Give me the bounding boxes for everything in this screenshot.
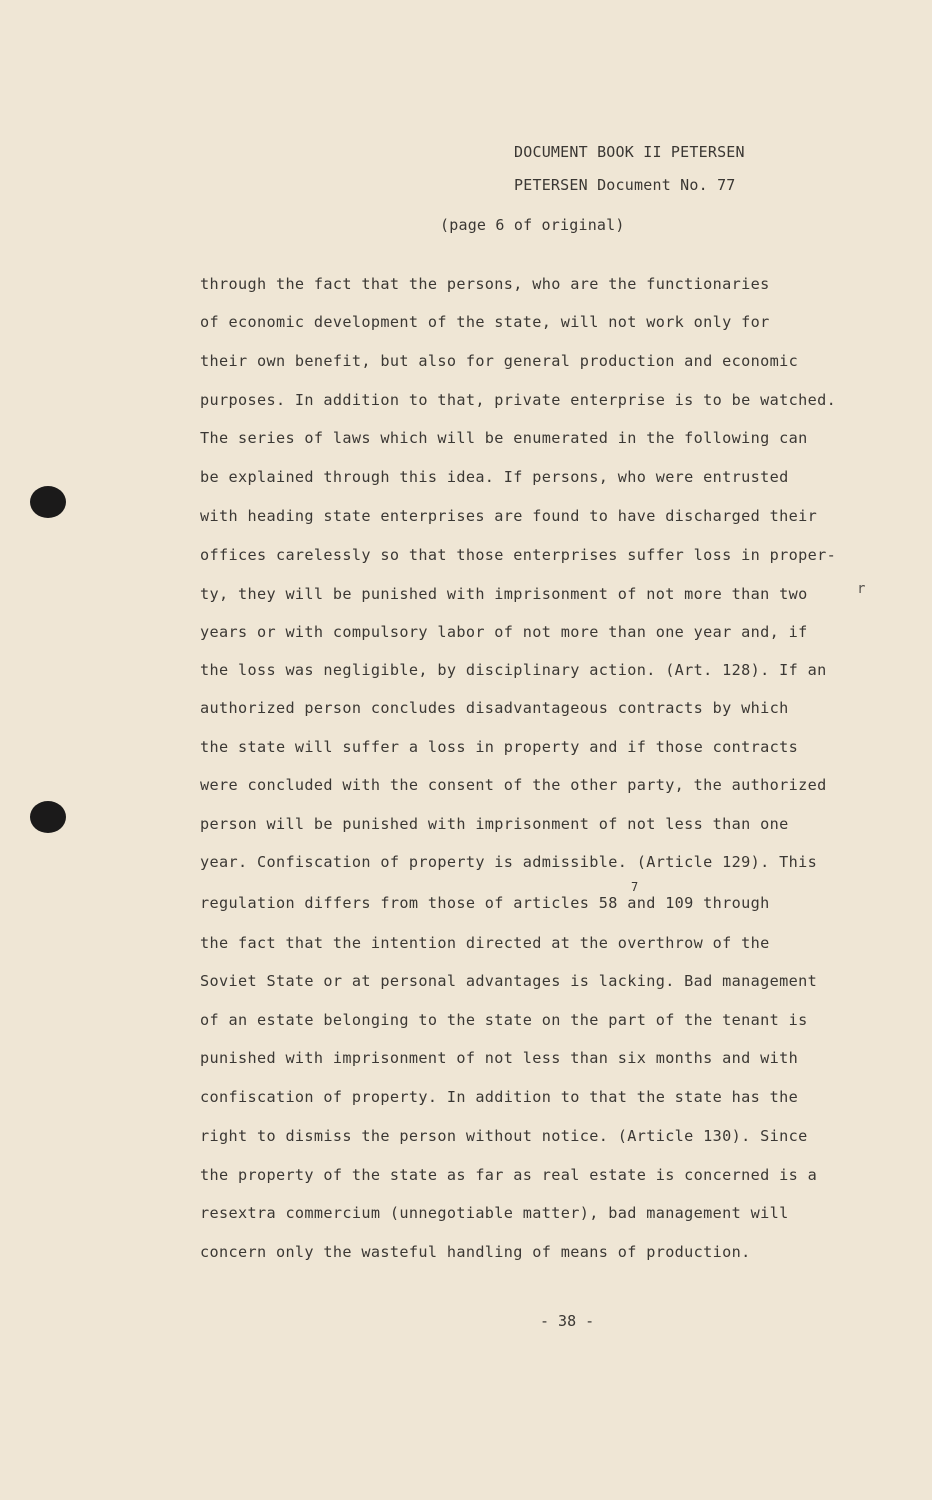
body-line: were concluded with the consent of the other party, the authorized <box>200 776 827 794</box>
body-line: years or with compulsory labor of not more than one year and, if <box>200 623 808 641</box>
document-number-header: PETERSEN Document No. 77 <box>514 176 736 194</box>
body-line: purposes. In addition to that, private enterprise is to be watched. <box>200 391 837 409</box>
body-line: year. Confiscation of property is admissible. (Article 129). This <box>200 853 818 871</box>
page-number: - 38 - <box>540 1312 595 1330</box>
punch-hole-bottom <box>30 801 66 833</box>
document-book-header: DOCUMENT BOOK II PETERSEN <box>514 143 745 161</box>
body-line: person will be punished with imprisonment of not less than one <box>200 815 789 833</box>
body-line: with heading state enterprises are found to have discharged their <box>200 507 818 525</box>
body-line: The series of laws which will be enumerated in the following can <box>200 429 808 447</box>
body-line: through the fact that the persons, who are the functionaries <box>200 275 770 293</box>
body-line: punished with imprisonment of not less than six months and with <box>200 1049 799 1067</box>
body-line: authorized person concludes disadvantageous contracts by which <box>200 699 789 717</box>
punch-hole-top <box>30 486 66 518</box>
body-line: the state will suffer a loss in property and if those contracts <box>200 738 799 756</box>
body-line: regulation differs from those of articles 58 and 109 through <box>200 894 770 912</box>
body-line: the fact that the intention directed at the overthrow of the <box>200 934 770 952</box>
body-line: of economic development of the state, will not work only for <box>200 313 770 331</box>
body-line: their own benefit, but also for general production and economic <box>200 352 799 370</box>
body-line: the loss was negligible, by disciplinary action. (Art. 128). If an <box>200 661 827 679</box>
superscript: 7 <box>631 880 639 894</box>
margin-mark: r <box>857 581 866 597</box>
body-line: the property of the state as far as real estate is concerned is a <box>200 1166 818 1184</box>
body-line: right to dismiss the person without notice. (Article 130). Since <box>200 1127 808 1145</box>
original-page-note: (page 6 of original) <box>440 216 625 234</box>
body-line: ty, they will be punished with imprisonment of not more than two <box>200 585 808 603</box>
body-line: Soviet State or at personal advantages is lacking. Bad management <box>200 972 818 990</box>
body-line: resextra commercium (unnegotiable matter), bad management will <box>200 1204 789 1222</box>
body-line: concern only the wasteful handling of means of production. <box>200 1243 751 1261</box>
body-line: of an estate belonging to the state on the part of the tenant is <box>200 1011 808 1029</box>
body-line: be explained through this idea. If persons, who were entrusted <box>200 468 789 486</box>
body-line: confiscation of property. In addition to that the state has the <box>200 1088 799 1106</box>
body-line: offices carelessly so that those enterprises suffer loss in proper- <box>200 546 837 564</box>
